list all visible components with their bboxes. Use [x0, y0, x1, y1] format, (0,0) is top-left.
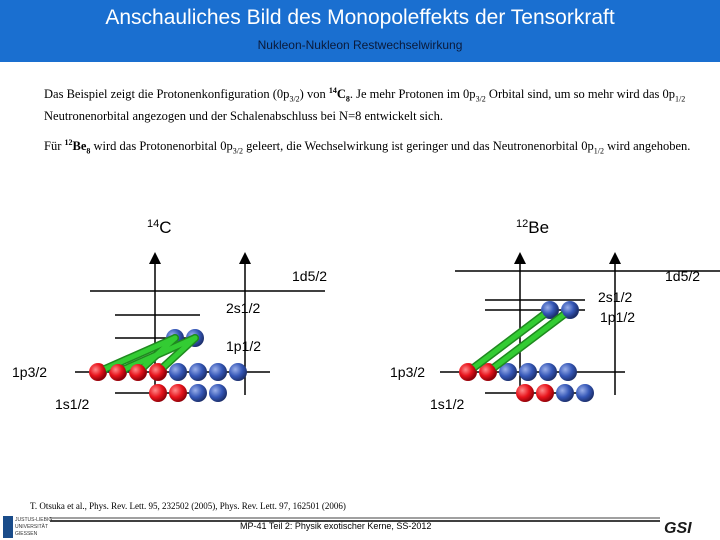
proton	[110, 364, 126, 380]
mass-number: 12	[516, 218, 529, 230]
gsi-logo-text: GSI	[664, 520, 692, 537]
interaction-bars-right-highlight	[468, 310, 570, 372]
proton	[150, 364, 166, 380]
text: wird das Protonenorbital 0p	[90, 139, 233, 154]
subscript: 1/2	[593, 146, 604, 156]
neutron	[559, 363, 577, 381]
level-label-1s12-left: 1s1/2	[55, 396, 90, 412]
neutron	[562, 302, 578, 318]
proton	[130, 364, 146, 380]
logo-text-line-2: UNIVERSITÄT	[15, 524, 49, 530]
subscript: 3/2	[232, 146, 243, 156]
level-label-1p12-left: 1p1/2	[226, 338, 262, 354]
mass-number: 12	[64, 138, 73, 147]
level-label-1p32-left: 1p3/2	[12, 364, 48, 380]
level-label-1s12-right: 1s1/2	[430, 396, 465, 412]
element-symbol: Be	[528, 218, 550, 237]
proton	[536, 384, 554, 402]
level-label-2s12-right: 2s1/2	[598, 289, 633, 305]
neutron	[189, 384, 207, 402]
element-symbol: C	[159, 218, 172, 237]
text: Orbital sind, um so mehr wird das 0p	[485, 87, 676, 102]
neutron	[539, 363, 557, 381]
level-label-1d52-right: 1d5/2	[665, 268, 701, 284]
proton	[90, 364, 106, 380]
paragraph-c14	[44, 82, 694, 125]
text: ) von	[299, 87, 329, 102]
proton	[460, 364, 476, 380]
text: geleert, die Wechselwirkung ist geringer und das Neutronenorbital 0p	[242, 139, 594, 154]
title-banner	[0, 0, 720, 62]
neutron	[542, 302, 558, 318]
logo-text-line-3: GIESSEN	[15, 531, 38, 537]
subscript: 3/2	[475, 94, 486, 104]
logo-text-line-1: JUSTUS-LIEBIG	[15, 517, 53, 523]
slide-title: Anschauliches Bild des Monopoleffekts der Tensorkraft	[105, 6, 615, 29]
neutron	[189, 363, 207, 381]
paragraph-be12	[44, 134, 694, 160]
neutron	[519, 363, 537, 381]
reference-citation: T. Otsuka et al., Phys. Rev. Lett. 95, 232502 (2005), Phys. Rev. Lett. 97, 162501 (2006)	[30, 501, 346, 511]
university-logo	[2, 515, 53, 539]
neutron	[576, 384, 594, 402]
mass-number: 14	[147, 218, 160, 230]
subscript: 3/2	[289, 94, 300, 104]
neutron	[556, 384, 574, 402]
shell-diagram	[0, 200, 720, 420]
neutron-number: 8	[345, 94, 350, 104]
element-symbol: Be	[72, 139, 87, 154]
slide-subtitle: Nukleon-Nukleon Restwechselwirkung	[257, 38, 463, 52]
neutron	[169, 363, 187, 381]
text: . Je mehr Protonen im 0p	[349, 87, 476, 102]
gsi-logo	[662, 518, 718, 536]
neutron	[209, 363, 227, 381]
neutron	[209, 384, 227, 402]
proton	[169, 384, 187, 402]
text: wird angehoben.	[603, 139, 691, 154]
proton	[149, 384, 167, 402]
level-label-1d52-left: 1d5/2	[292, 268, 328, 284]
nucleus-label-c14	[147, 218, 172, 237]
neutron	[229, 363, 247, 381]
level-label-1p32-right: 1p3/2	[390, 364, 426, 380]
nucleus-label-be12	[516, 218, 549, 237]
neutron-number: 8	[86, 146, 91, 156]
proton	[480, 364, 496, 380]
subscript: 1/2	[675, 94, 686, 104]
text: Das Beispiel zeigt die Protonenkonfiguration (0p	[44, 87, 290, 102]
proton	[516, 384, 534, 402]
text: Neutronenorbital angezogen und der Schalenabschluss bei N=8 entwickelt sich.	[44, 108, 443, 123]
course-footer: MP-41 Teil 2: Physik exotischer Kerne, SS-2012	[240, 521, 432, 531]
level-label-1p12-right: 1p1/2	[600, 309, 636, 325]
mass-number: 14	[328, 86, 337, 95]
level-label-2s12-left: 2s1/2	[226, 300, 261, 316]
element-symbol: C	[336, 87, 346, 102]
text: Für	[44, 139, 65, 154]
